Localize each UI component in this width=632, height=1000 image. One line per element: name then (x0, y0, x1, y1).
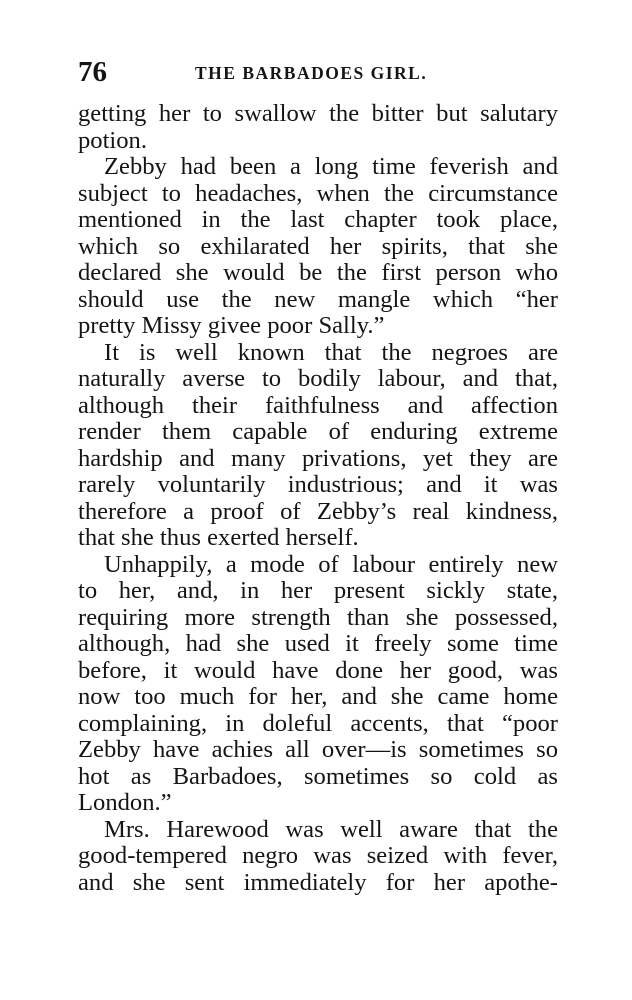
text-line: It is well known that the negroes are (104, 339, 558, 366)
text-line: Zebby have achies all over—is sometimes so (78, 737, 558, 763)
text-line: should use the new mangle which “her (78, 286, 558, 313)
text-line: hardship and many privations, yet they are (78, 445, 558, 472)
text-line: to her, and, in her present sickly state, (78, 578, 558, 604)
text-line: good-tempered negro was seized with fever, (78, 843, 558, 869)
page-header (78, 55, 556, 89)
running-title: THE BARBADOES GIRL. (195, 63, 428, 83)
text-line: now too much for her, and she came home (78, 684, 558, 710)
text-line: Zebby had been a long time feverish and (104, 154, 558, 180)
text-line: render them capable of enduring extreme (78, 419, 558, 445)
text-line: therefore a proof of Zebby’s real kindness, (78, 498, 558, 525)
text-line: although their faithfulness and affection (78, 392, 558, 419)
text-line: mentioned in the last chapter took place, (78, 207, 558, 233)
text-line: Unhappily, a mode of labour entirely new (104, 551, 558, 578)
page-number: 76 (78, 56, 107, 88)
text-line: London.” (78, 790, 172, 816)
text-line: potion. (78, 127, 148, 154)
text-line: subject to headaches, when the circumstance (78, 180, 558, 207)
text-line: Mrs. Harewood was well aware that the (104, 816, 558, 843)
text-line: and she sent immediately for her apothe- (78, 869, 558, 896)
text-line: although, had she used it freely some time (78, 631, 558, 657)
text-line: rarely voluntarily industrious; and it was (78, 472, 558, 498)
text-line: declared she would be the first person who (78, 260, 558, 286)
text-line: before, it would have done her good, was (78, 657, 558, 684)
text-line: pretty Missy givee poor Sally.” (78, 313, 385, 339)
text-line: hot as Barbadoes, sometimes so cold as (78, 763, 558, 790)
text-line: naturally averse to bodily labour, and that, (78, 366, 558, 392)
text-line: complaining, in doleful accents, that “poor (78, 710, 558, 737)
text-line: requiring more strength than she possessed, (78, 604, 558, 631)
body-text (78, 101, 558, 896)
text-line: that she thus exerted herself. (78, 525, 359, 551)
text-line: getting her to swallow the bitter but salutary (78, 101, 558, 127)
text-line: which so exhilarated her spirits, that she (78, 233, 558, 260)
